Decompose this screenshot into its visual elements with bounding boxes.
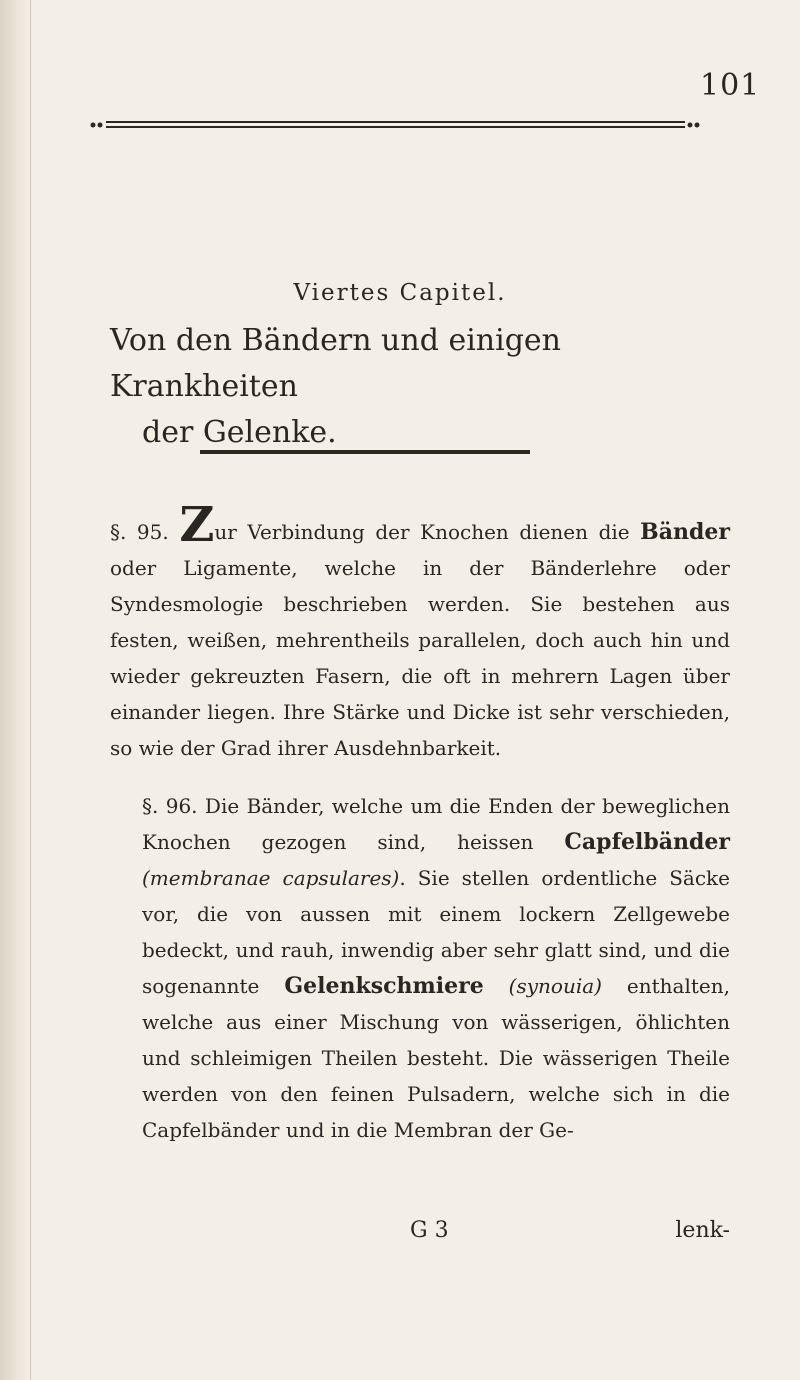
paragraph-text: enthalten, welche aus einer Mischung von wässerigen, öhlichten und schleimigen Theilen besteht. Die wässerigen Theile werden von den feinen Pulsadern, welche sich in die Capfelbänder und in die Membran der Ge- <box>142 974 730 1142</box>
emphasized-term: Capfelbänder <box>564 829 730 855</box>
paragraph-96 <box>110 788 730 1148</box>
signature-mark: G 3 <box>410 1218 449 1243</box>
ornamental-rule <box>90 120 700 130</box>
page-binding-edge <box>0 0 31 1380</box>
page-number: 101 <box>700 68 761 103</box>
drop-cap: Z <box>179 497 215 553</box>
paragraph-text: Die Bänder, welche um die Enden der beweglichen Knochen gezogen sind, heissen <box>142 794 730 854</box>
section-number: §. 95. <box>110 520 169 544</box>
emphasized-term: Gelenkschmiere <box>284 973 484 999</box>
paragraph-95 <box>110 497 730 766</box>
chapter-label: Viertes Capitel. <box>293 280 507 306</box>
paragraph-text: . Sie stellen ordentliche Säcke vor, die von aussen mit einem lockern Zellgewebe bedeckt, und rauh, inwendig aber sehr glatt sind, und die sogenannte <box>142 866 730 998</box>
paragraph-text: oder Ligamente, welche in der Bänderlehre oder Syndesmologie beschrieben werden. Sie bestehen aus festen, weißen, mehrentheils parallelen, doch auch hin und wieder gekreuzten Fasern, die oft in mehrern Lagen über einander liegen. Ihre Stärke und Dicke ist sehr verschieden, so wie der Grad ihrer Ausdehnbarkeit. <box>110 556 730 760</box>
latin-term: (synouia) <box>508 974 602 998</box>
body-text <box>110 497 730 1148</box>
latin-term: (membranae capsulares) <box>142 866 400 890</box>
chapter-heading <box>110 318 730 456</box>
catchword: lenk- <box>675 1218 730 1243</box>
section-number: §. 96. <box>142 794 198 818</box>
paragraph-text: ur Verbindung der Knochen dienen die <box>214 520 641 544</box>
heading-line-2: der Gelenke. <box>142 415 337 450</box>
emphasized-term: Bänder <box>640 519 730 545</box>
heading-rule <box>200 450 530 454</box>
page-footer <box>110 1218 730 1258</box>
heading-line-1: Von den Bändern und einigen Krankheiten <box>110 323 561 404</box>
